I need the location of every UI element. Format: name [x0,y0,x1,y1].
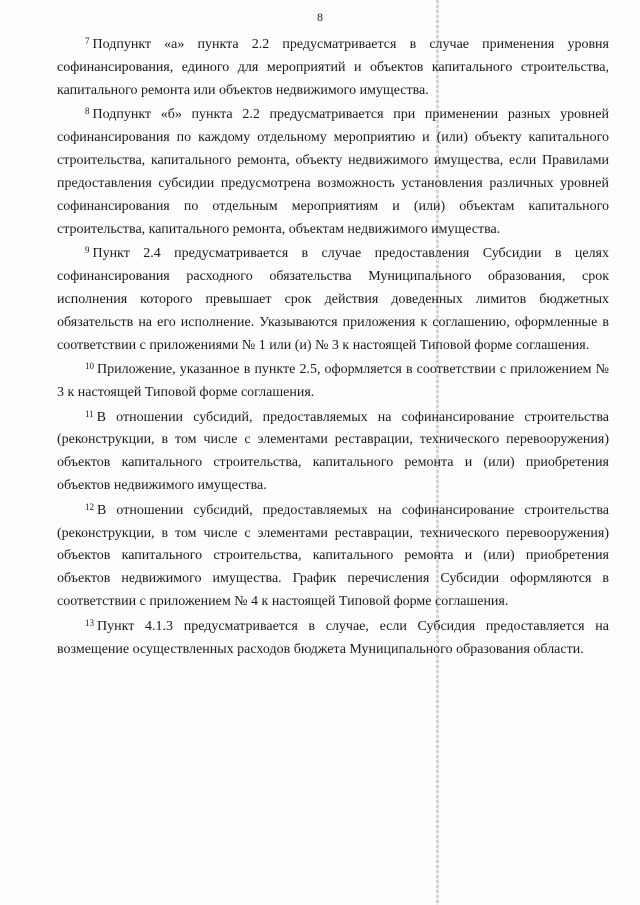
footnote-mark: 8 [85,106,90,117]
footnote-mark: 7 [85,36,90,46]
footnote-mark: 10 [85,361,94,372]
footnote-text: Подпункт «а» пункта 2.2 предусматривается в случае применения уровня софинансирования, единого для мероприятий и объектов капитального строительства, капитального ремонта или объектов недвижимого имущества. [57,37,609,98]
footnote-text: Пункт 2.4 предусматривается в случае предоставления Субсидии в целях софинансирования расходного обязательства Муниципального образования, срок исполнения которого превышает срок действия доведенных лимитов бюджетных обязательств на его исполнение. Указываются приложения к соглашению, оформленные в соответствии с приложениями № 1 или (и) № 3 к настоящей Типовой форме соглашения. [57,246,609,353]
footnote-text: Пункт 4.1.3 предусматривается в случае, если Субсидия предоставляется на возмещение осуществленных расходов бюджета Муниципального образования области. [57,618,609,657]
footnote-10 [57,359,609,405]
footnote-9 [57,243,609,358]
footnote-mark: 12 [85,501,94,512]
footnote-8 [57,104,609,241]
footnotes-block [57,34,609,663]
footnote-mark: 11 [85,408,94,419]
footnote-text: Приложение, указанное в пункте 2.5, оформляется в соответствии с приложением № 3 к настоящей Типовой форме соглашения. [57,362,609,401]
footnote-7 [57,34,609,103]
footnote-mark: 9 [85,245,90,256]
footnote-12 [57,500,609,615]
footnote-13 [57,616,609,662]
page-number: 8 [317,10,323,24]
footnote-11 [57,407,609,499]
footnote-text: В отношении субсидий, предоставляемых на софинансирование строительства (реконструкции, в том числе с элементами реставрации, технического перевооружения) объектов капитального строительства, капитального ремонта и (или) приобретения объектов недвижимого имущества. [57,409,609,494]
footnote-text: Подпункт «б» пункта 2.2 предусматривается при применении разных уровней софинансирования по каждому отдельному мероприятию и (или) объекту капитального строительства, капитального ремонта, объекту недвижимого имущества, если Правилами предоставления субсидии предусмотрена возможность установления различных уровней софинансирования по отдельным мероприятиям и (или) объектам капитального строительства, капитального ремонта, объектам недвижимого имущества. [57,107,609,237]
footnote-mark: 13 [85,617,94,628]
footnote-text: В отношении субсидий, предоставляемых на софинансирование строительства (реконструкции, в том числе с элементами реставрации, технического перевооружения) объектов капитального строительства, капитального ремонта и (или) приобретения объектов недвижимого имущества. График перечисления Субсидии оформляются в соответствии с приложением № 4 к настоящей Типовой форме соглашения. [57,502,609,610]
